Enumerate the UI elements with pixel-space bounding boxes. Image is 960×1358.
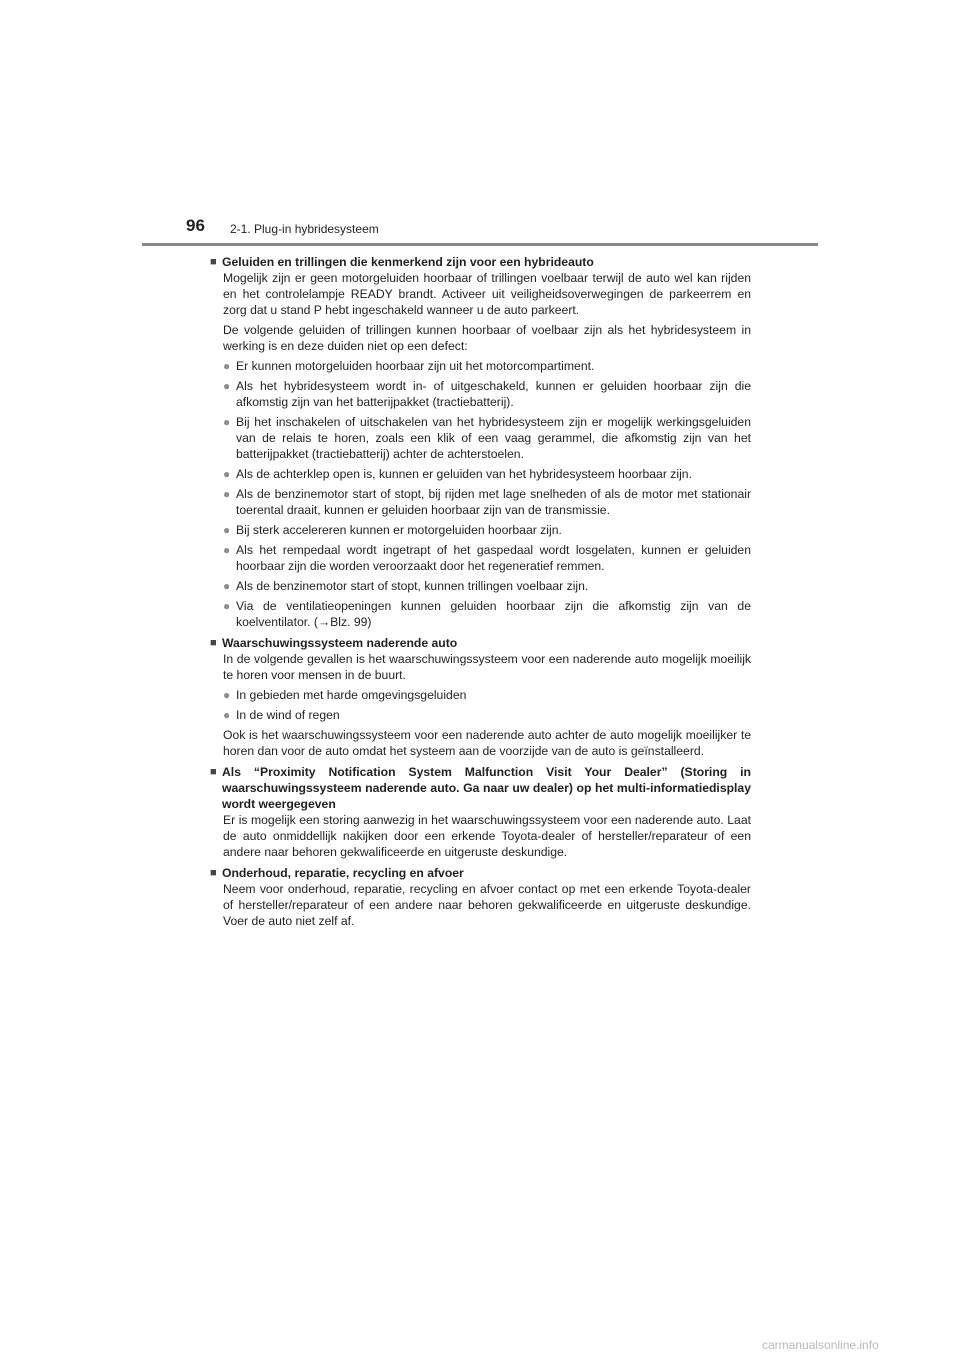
square-bullet-icon: ■ xyxy=(210,256,217,268)
round-bullet-icon: ● xyxy=(223,467,231,481)
round-bullet-icon: ● xyxy=(223,487,231,501)
list-item: ● Als de achterklep open is, kunnen er geluiden van het hybridesysteem hoorbaar zijn. xyxy=(223,467,692,481)
paragraph: Er is mogelijk een storing aanwezig in het waarschuwingssysteem voor een naderende auto. Laat de auto onmiddellijk nakijken door een erkende Toyota-dealer of hersteller/reparateur of een andere naar behoren gekwalificeerde en uitgeruste deskundige. xyxy=(223,813,751,859)
square-bullet-icon: ■ xyxy=(210,867,217,879)
round-bullet-icon: ● xyxy=(223,599,231,613)
paragraph: Ook is het waarschuwingssysteem voor een naderende auto achter de auto mogelijk moeilijker te horen dan voor de auto omdat het systeem aan de voorzijde van de auto is geïnstalleerd. xyxy=(223,728,751,758)
square-bullet-icon: ■ xyxy=(210,766,217,778)
list-item: ● In gebieden met harde omgevingsgeluiden xyxy=(223,688,467,702)
watermark: carmanualsonline.info xyxy=(762,1338,879,1352)
round-bullet-icon: ● xyxy=(223,688,231,702)
round-bullet-icon: ● xyxy=(223,359,231,373)
paragraph: De volgende geluiden of trillingen kunnen hoorbaar of voelbaar zijn als het hybridesysteem in werking is en deze duiden niet op een defect: xyxy=(223,323,751,353)
section-hybrid-sounds xyxy=(210,254,751,630)
page-number: 96 xyxy=(186,216,205,235)
round-bullet-icon: ● xyxy=(223,708,231,722)
list-item: ● Bij het inschakelen of uitschakelen van het hybridesysteem zijn er mogelijk werkingsgeluiden van de relais te horen, zoals een klik of een vaag gerammel, die afkomstig zijn van het batterijpakket (tractiebatterij) achter de achterstoelen. xyxy=(223,415,751,461)
section-maintenance xyxy=(210,865,751,929)
page-content xyxy=(210,254,751,934)
paragraph: Neem voor onderhoud, reparatie, recycling en afvoer contact op met een erkende Toyota-dealer of hersteller/reparateur of een andere naar behoren gekwalificeerde en uitgeruste deskundige. Voer de auto niet zelf af. xyxy=(223,882,751,928)
round-bullet-icon: ● xyxy=(223,415,231,429)
section-approach-warning xyxy=(210,635,751,759)
section-header-title: 2-1. Plug-in hybridesysteem xyxy=(230,222,379,236)
round-bullet-icon: ● xyxy=(223,379,231,393)
section-heading: ■ Onderhoud, reparatie, recycling en afvoer xyxy=(210,866,464,880)
paragraph: In de volgende gevallen is het waarschuwingssysteem voor een naderende auto mogelijk moeilijk te horen voor mensen in de buurt. xyxy=(223,652,751,682)
list-item: ● Als de benzinemotor start of stopt, bij rijden met lage snelheden of als de motor met stationair toerental draait, kunnen er geluiden hoorbaar zijn van de transmissie. xyxy=(223,487,751,517)
list-item: ● In de wind of regen xyxy=(223,708,340,722)
section-heading: ■ Als “Proximity Notification System Malfunction Visit Your Dealer” (Storing in waarschuwingssysteem naderende auto. Ga naar uw dealer) op het multi-informatiedisplay wordt weergegeven xyxy=(210,765,751,811)
paragraph: Mogelijk zijn er geen motorgeluiden hoorbaar of trillingen voelbaar terwijl de auto wel kan rijden en het controlelampje READY brandt. Activeer uit veiligheidsoverwegingen de parkeerrem en zorg dat u stand P hebt ingeschakeld wanneer u de auto parkeert. xyxy=(223,271,751,317)
square-bullet-icon: ■ xyxy=(210,637,217,649)
round-bullet-icon: ● xyxy=(223,523,231,537)
list-item: ● Als het hybridesysteem wordt in- of uitgeschakeld, kunnen er geluiden hoorbaar zijn die afkomstig zijn van het batterijpakket (tractiebatterij). xyxy=(223,379,751,409)
list-item: ● Als de benzinemotor start of stopt, kunnen trillingen voelbaar zijn. xyxy=(223,579,589,593)
list-item: ● Via de ventilatieopeningen kunnen geluiden hoorbaar zijn die afkomstig zijn van de koelventilator. (→Blz. 99) xyxy=(223,599,751,629)
list-item: ● Als het rempedaal wordt ingetrapt of het gaspedaal wordt losgelaten, kunnen er geluiden hoorbaar zijn die worden veroorzaakt door het regeneratief remmen. xyxy=(223,543,751,573)
header-rule xyxy=(142,243,818,246)
list-item: ● Er kunnen motorgeluiden hoorbaar zijn uit het motorcompartiment. xyxy=(223,359,595,373)
list-item: ● Bij sterk accelereren kunnen er motorgeluiden hoorbaar zijn. xyxy=(223,523,562,537)
section-heading: ■ Waarschuwingssysteem naderende auto xyxy=(210,636,458,650)
section-malfunction-message xyxy=(210,764,751,860)
round-bullet-icon: ● xyxy=(223,543,231,557)
section-heading: ■ Geluiden en trillingen die kenmerkend zijn voor een hybrideauto xyxy=(210,255,594,269)
round-bullet-icon: ● xyxy=(223,579,231,593)
